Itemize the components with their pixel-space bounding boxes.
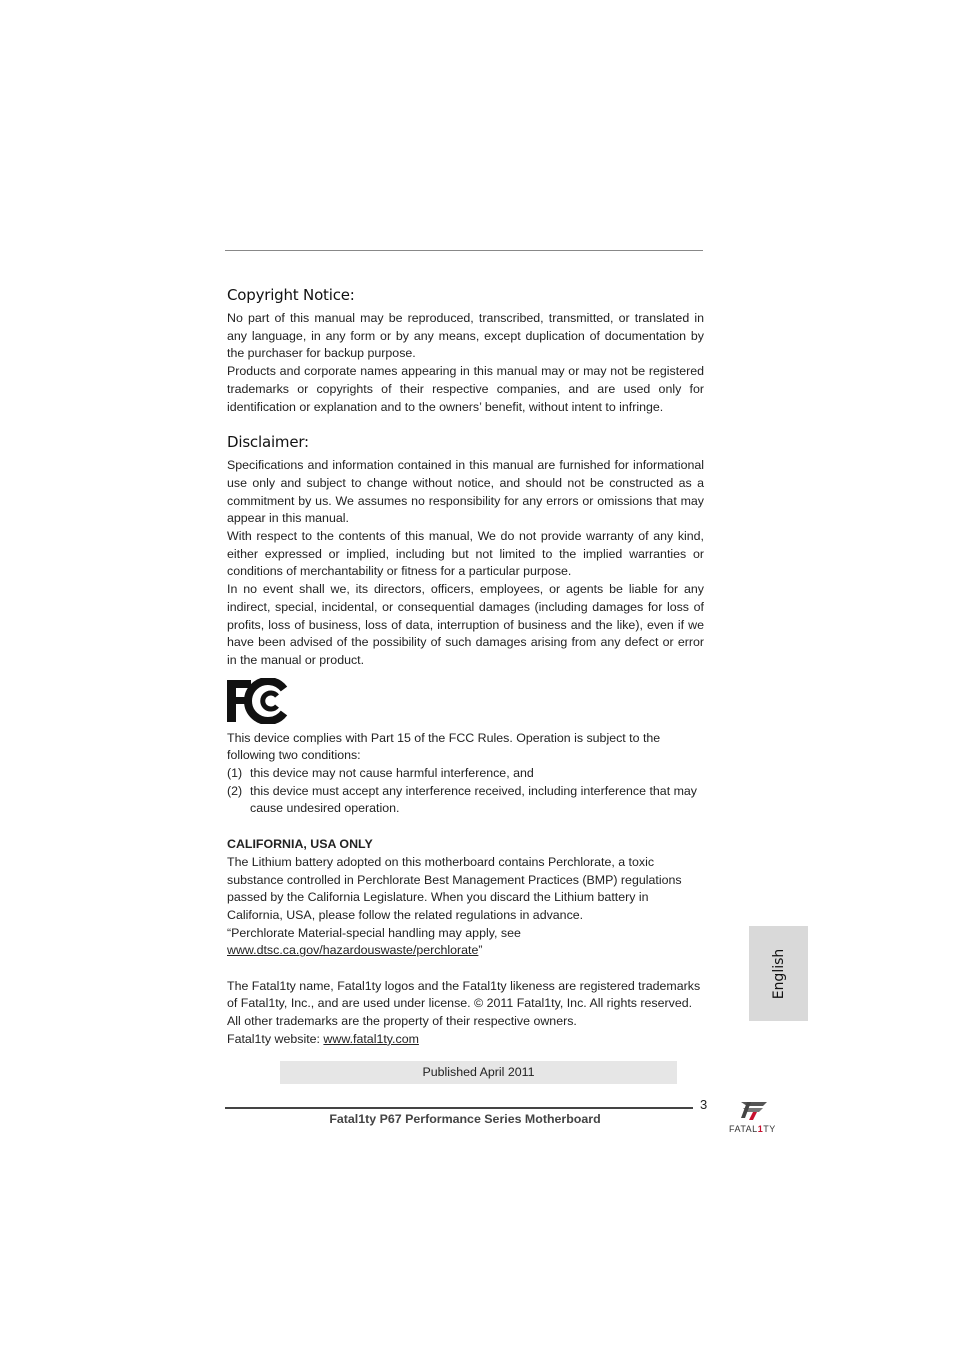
copyright-paragraph-2: Products and corporate names appearing in this manual may or may not be registered trademarks or copyrights of their respective companies, and are used only for identification or explanation and to the owners’ benefit, without intent to infringe. (227, 364, 704, 414)
disclaimer-paragraph-2: With respect to the contents of this manual, We do not provide warranty of any kind, either expressed or implied, including but not limited to the implied warranties or conditions of merchantability or fitness for a particular purpose. (227, 529, 704, 579)
page-content (227, 286, 704, 1049)
published-date: Published April 2011 (280, 1061, 677, 1084)
fcc-logo-icon (227, 678, 704, 724)
language-tab (749, 926, 808, 1021)
perchlorate-link[interactable]: www.dtsc.ca.gov/hazardouswaste/perchlorate (227, 943, 479, 958)
copyright-section (227, 286, 704, 416)
copyright-paragraph-1: No part of this manual may be reproduced, transcribed, transmitted, or translated in any language, in any form or by any means, except duplication of documentation by the purchaser for backup purpose. (227, 311, 704, 361)
disclaimer-paragraph-1: Specifications and information contained in this manual are furnished for informational use only and subject to change without notice, and should not be constructed as a commitment by us. We assumes no responsibility for any errors or omissions that may appear in this manual. (227, 458, 704, 526)
disclaimer-paragraph-3: In no event shall we, its directors, officers, employees, or agents be liable for any indirect, special, incidental, or consequential damages (including damages for loss of profits, loss of business, loss of data, interruption of business and the like), even if we have been advised of the possibility of such damages arising from any defect or error in the manual or product. (227, 582, 704, 667)
california-paragraph: The Lithium battery adopted on this motherboard contains Perchlorate, a toxic substance controlled in Perchlorate Best Management Practices (BMP) regulations passed by the California Legislature. When you discard the Lithium battery in California, USA, please follow the related regulations in advance. (227, 854, 682, 922)
disclaimer-section (227, 433, 704, 669)
top-rule (225, 250, 703, 251)
fcc-conditions-list (227, 765, 704, 818)
footer-title: Fatal1ty P67 Performance Series Motherboard (329, 1112, 601, 1126)
fatal1ty-logo-icon (727, 1098, 783, 1136)
trademark-paragraph: The Fatal1ty name, Fatal1ty logos and the Fatal1ty likeness are registered trademarks of Fatal1ty, Inc., and are used under license. © 2011 Fatal1ty, Inc. All rights reserved. All other trademarks are the property of their respective owners. (227, 978, 701, 1029)
list-item: (1) this device may not cause harmful interference, and (227, 766, 534, 781)
website-link[interactable]: www.fatal1ty.com (323, 1031, 419, 1046)
fcc-section (227, 730, 704, 819)
trademark-section (227, 978, 704, 1049)
language-tab-label: English (770, 948, 787, 999)
perchlorate-note: “Perchlorate Material-special handling may apply, see (227, 925, 521, 940)
california-heading: CALIFORNIA, USA ONLY (227, 837, 373, 852)
website-label: Fatal1ty website: (227, 1031, 324, 1046)
footer-rule (225, 1107, 693, 1109)
disclaimer-heading: Disclaimer: (227, 433, 309, 452)
copyright-heading: Copyright Notice: (227, 286, 355, 304)
page-number: 3 (700, 1097, 708, 1112)
california-section: CALIFORNIA, USA ONLY The Lithium battery adopted on this motherboard contains Perchlorate, a toxic substance controlled in Perchlorate Best Management Practices (BMP) regulations passed by the California Legislature. When you discard the Lithium battery in California, USA, please follow the related regulations in advance. “Perchlorate Material-special handling may apply, see www.dtsc.ca.gov/hazardouswaste/perchlorate” (227, 836, 704, 960)
list-item: (2) this device must accept any interference received, including interference that may cause undesired operation. (227, 783, 697, 816)
svg-text:FATAL1TY: FATAL1TY (729, 1124, 776, 1134)
fcc-intro: This device complies with Part 15 of the FCC Rules. Operation is subject to the following two conditions: (227, 730, 661, 763)
